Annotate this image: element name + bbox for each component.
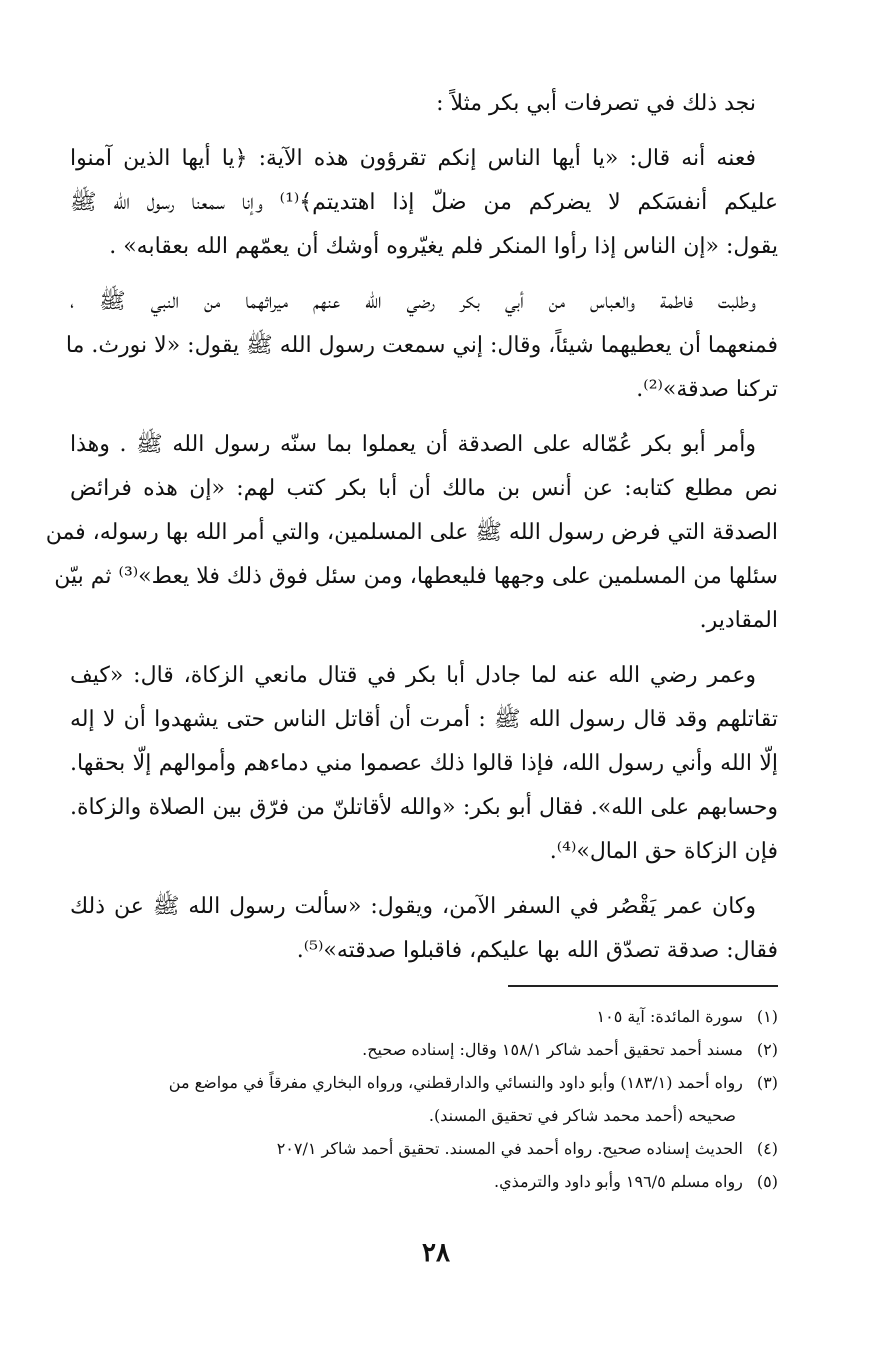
- text-line: فمنعهما أن يعطيهما شيئاً، وقال: إني سمعت رسول الله ﷺ يقول: «لا نورث. ما: [65, 333, 778, 358]
- text-line: تركنا صدقة»⁽²⁾.: [636, 377, 778, 402]
- footnote-number: (٣): [756, 1073, 778, 1092]
- paragraph-travel-prayer: [70, 885, 778, 973]
- text-line: فقال: صدقة تصدّق الله بها عليكم، فاقبلوا صدقته»⁽⁵⁾.: [296, 938, 778, 963]
- text-line: وحسابهم على الله». فقال أبو بكر: «والله لأقاتلنّ من فرّق بين الصلاة والزكاة.: [70, 795, 778, 820]
- footnote-item: [62, 1165, 778, 1198]
- text-line: المقادير.: [699, 608, 778, 633]
- footnote-divider: [508, 985, 778, 987]
- text-line: وطلبت فاطمة والعباس من أبي بكر رضي الله عنهم ميراثهما من النبي ﷺ ،: [70, 289, 756, 314]
- footnote-text: رواه مسلم ١٩٦/٥ وأبو داود والترمذي.: [494, 1172, 743, 1191]
- text-line: الصدقة التي فرض رسول الله ﷺ على المسلمين، والتي أمر الله بها رسوله، فمن: [45, 520, 778, 545]
- text-line: تقاتلهم وقد قال رسول الله ﷺ : أمرت أن أقاتل الناس حتى يشهدوا أن لا إله: [70, 707, 778, 732]
- footnote-number: (٥): [756, 1172, 778, 1191]
- footnote-item: [62, 1066, 778, 1099]
- text-line: نص مطلع كتابه: عن أنس بن مالك أن أبا بكر كتب لهم: «إن هذه فرائض: [70, 476, 778, 501]
- paragraph-abu-bakr-verse: [70, 137, 778, 269]
- footnote-item: [62, 1033, 778, 1066]
- text-line: نجد ذلك في تصرفات أبي بكر مثلاً :: [436, 91, 756, 116]
- footnote-text: مسند أحمد تحقيق أحمد شاكر ١٥٨/١ وقال: إسناده صحيح.: [362, 1040, 743, 1059]
- footnote-number: (٢): [756, 1040, 778, 1059]
- footnote-continuation: [62, 1099, 778, 1132]
- footnote-number: (٤): [756, 1139, 778, 1158]
- footnote-item: [62, 1000, 778, 1033]
- paragraph-zakat-debate: [70, 654, 778, 874]
- footnote-text: الحديث إسناده صحيح. رواه أحمد في المسند. تحقيق أحمد شاكر ٢٠٧/١: [276, 1139, 743, 1158]
- footnote-item: [62, 1132, 778, 1165]
- text-line: وأمر أبو بكر عُمّاله على الصدقة أن يعملوا بما سنّه رسول الله ﷺ . وهذا: [70, 432, 756, 457]
- text-line: وكان عمر يَقْصُر في السفر الآمن، ويقول: «سألت رسول الله ﷺ عن ذلك: [70, 894, 756, 919]
- footnote-number: (١): [756, 1007, 778, 1026]
- main-text: [45, 82, 778, 984]
- text-line: فإن الزكاة حق المال»⁽⁴⁾.: [549, 839, 778, 864]
- footnote-text: سورة المائدة: آية ١٠٥: [596, 1007, 743, 1026]
- text-line: فعنه أنه قال: «يا أيها الناس إنكم تقرؤون هذه الآية: ﴿يا أيها الذين آمنوا: [70, 146, 756, 171]
- page-number: ٢٨: [422, 1238, 450, 1268]
- paragraph-intro: [70, 82, 778, 126]
- paragraph-inheritance: [65, 280, 778, 412]
- text-line: يقول: «إن الناس إذا رأوا المنكر فلم يغيّروه أوشك أن يعمّهم الله بعقابه» .: [109, 234, 778, 259]
- footnote-text: رواه أحمد (١٨٣/١) وأبو داود والنسائي والدارقطني، ورواه البخاري مفرقاً في مواضع من: [168, 1073, 743, 1092]
- text-line: إلّا الله وأني رسول الله، فإذا قالوا ذلك عصموا مني دماءهم وأموالهم إلّا بحقها.: [70, 751, 778, 776]
- footnotes: [62, 1000, 778, 1198]
- paragraph-sadaqa-letter: [45, 423, 778, 643]
- text-line: عليكم أنفسَكم لا يضركم من ضلّ إذا اهتديتم﴾⁽¹⁾ وإنا سمعنا رسول الله ﷺ: [70, 190, 778, 215]
- text-line: وعمر رضي الله عنه لما جادل أبا بكر في قتال مانعي الزكاة، قال: «كيف: [70, 663, 756, 688]
- text-line: سئلها من المسلمين على وجهها فليعطها، ومن سئل فوق ذلك فلا يعط»⁽³⁾ ثم بيّن: [54, 564, 778, 589]
- footnote-text: صحيحه (أحمد محمد شاكر في تحقيق المسند).: [428, 1106, 736, 1125]
